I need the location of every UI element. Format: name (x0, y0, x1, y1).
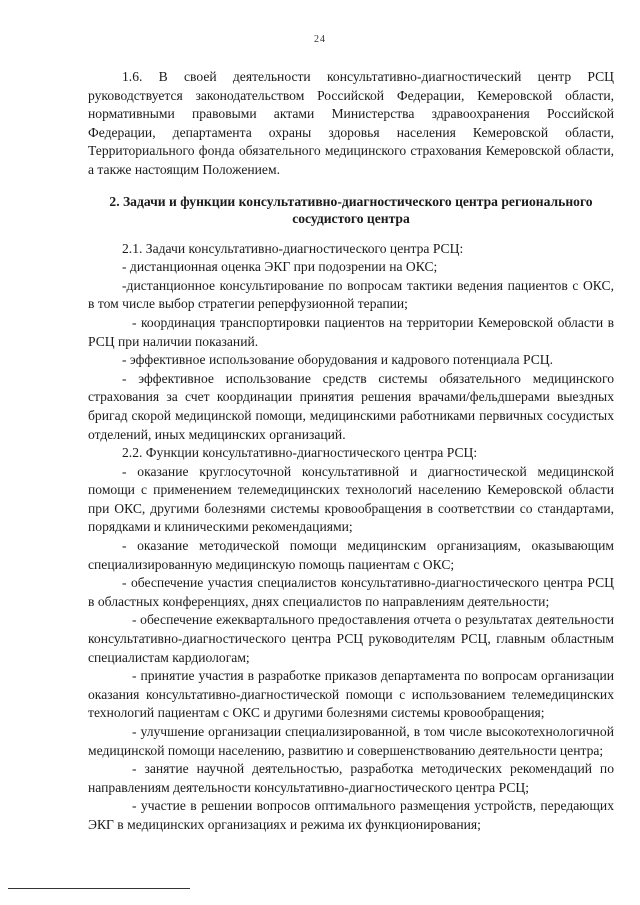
function-item: - оказание методической помощи медицинским организациям, оказывающим специализированную медицинскую помощь пациентам с ОКС; (88, 538, 614, 572)
task-item: - эффективное использование оборудования и кадрового потенциала РСЦ. (122, 352, 553, 368)
document-body (88, 68, 614, 835)
section-2-heading: 2. Задачи и функции консультативно-диагностического центра регионального сосудистого центра (109, 193, 593, 227)
task-item: - дистанционная оценка ЭКГ при подозрении на ОКС; (122, 259, 438, 275)
function-item: - принятие участия в разработке приказов департамента по вопросам организации оказания консультативно-диагностической помощи с использованием телемедицинских технологий пациентам с ОКС и другими болезнями системы кровообращения; (88, 668, 614, 721)
function-item: - обеспечение ежеквартального предоставления отчета о результатах деятельности консультативно-диагностического центра РСЦ руководителям РСЦ, главным областным специалистам кардиологам; (88, 612, 614, 665)
paragraph-2-1: 2.1. Задачи консультативно-диагностического центра РСЦ: (122, 240, 464, 256)
function-item: - занятие научной деятельностью, разработка методических рекомендаций по направлениям деятельности консультативно-диагностического центра РСЦ; (88, 761, 614, 795)
task-item: - координация транспортировки пациентов на территории Кемеровской области в РСЦ при наличии показаний. (88, 314, 614, 349)
paragraph-2-2: 2.2. Функции консультативно-диагностического центра РСЦ: (122, 445, 478, 461)
function-item: - обеспечение участия специалистов консультативно-диагностического центра РСЦ в областных конференциях, днях специалистов по направлениям деятельности; (88, 575, 614, 609)
footnote-separator (8, 888, 190, 889)
function-item: - участие в решении вопросов оптимального размещения устройств, передающих ЭКГ в медицинских организациях и режима их функционирования; (88, 798, 614, 832)
function-item: - улучшение организации специализированной, в том числе высокотехнологичной медицинской помощи населению, развитию и совершенствованию деятельности центра; (88, 724, 614, 758)
paragraph-1-6: 1.6. В своей деятельности консультативно-диагностический центр РСЦ руководствуется законодательством Российской Федерации, Кемеровской области, нормативными правовыми актами Министерства здравоохранения Российской Федерации, департамента охраны здоровья населения Кемеровской области, Территориального фонда обязательного медицинского страхования Кемеровской области, а также настоящим Положением. (88, 69, 614, 177)
page-number: 24 (314, 34, 326, 45)
task-item: -дистанционное консультирование по вопросам тактики ведения пациентов с ОКС, в том числе выбор стратегии реперфузионной терапии; (88, 277, 614, 312)
task-item: - эффективное использование средств системы обязательного медицинского страхования за счет координации принятия решения врачами/фельдшерами выездных бригад скорой медицинской помощи, медицинскими работниками первичных сосудистых отделений, иных медицинских организаций. (88, 370, 614, 442)
function-item: - оказание круглосуточной консультативной и диагностической медицинской помощи с применением телемедицинских технологий населению Кемеровской области при ОКС, другими болезнями системы кровообращения в соответствии со стандартами, порядками и клиническими рекомендациями; (88, 463, 614, 535)
